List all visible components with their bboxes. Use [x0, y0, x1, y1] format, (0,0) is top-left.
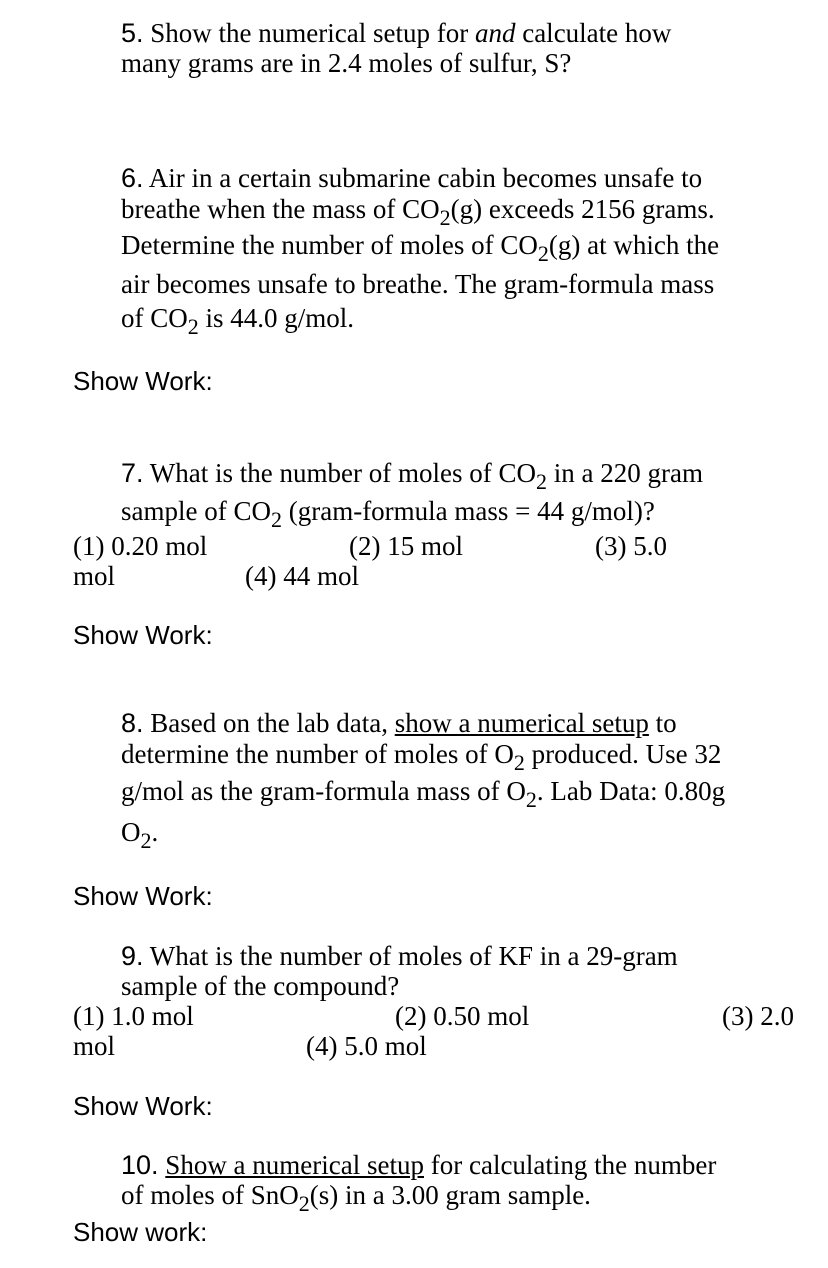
question-5-number: 5.: [121, 18, 144, 48]
question-7-number: 7.: [121, 458, 144, 488]
question-9-option-3: (3) 2.0: [722, 1001, 794, 1031]
question-6-line-3: Determine the number of moles of $CO_2(g)$ at which the: [121, 230, 720, 266]
question-6-line-2: breathe when the mass of $CO_2(g)$ exceeds 2156 grams.: [121, 194, 715, 230]
question-9-show-work: Show Work:: [73, 1091, 213, 1121]
question-8-show-work: Show Work:: [73, 881, 213, 911]
question-7-option-3: (3) 5.0: [595, 531, 667, 561]
question-7-option-2: (2) 15 mol: [349, 531, 463, 561]
question-9: [121, 941, 678, 1001]
question-10-show-work: Show work:: [73, 1217, 208, 1247]
question-9-number: 9.: [121, 941, 144, 971]
question-8-line-1: 8. Based on the lab data, show a numerical setup to: [121, 708, 677, 738]
question-10: [121, 1150, 717, 1216]
question-6-line-5: of $CO_2$ is 44.0 g/mol.: [121, 303, 355, 339]
question-5-line-1: 5. Show the numerical setup for and calculate how: [121, 18, 672, 48]
question-9-option-4: (4) 5.0 mol: [306, 1031, 427, 1061]
question-7-line-1: 7. What is the number of moles of $CO_2$ in a 220 gram: [121, 458, 703, 494]
question-8: [121, 708, 725, 854]
question-7-show-work: Show Work:: [73, 620, 213, 650]
question-9-line-1: 9. What is the number of moles of KF in a 29-gram: [121, 941, 678, 971]
question-10-line-1: 10. Show a numerical setup for calculating the number: [121, 1150, 717, 1180]
question-8-line-3: g/mol as the gram-formula mass of $O_2$. Lab Data: 0.80g: [121, 776, 726, 812]
question-7-option-3-wrap: mol: [73, 561, 116, 591]
question-9-option-1: (1) 1.0 mol: [73, 1001, 194, 1031]
question-5-line-2: many grams are in 2.4 moles of sulfur, S?: [121, 48, 572, 78]
question-8-line-4: $O_2$.: [121, 817, 159, 853]
question-7-line-2: sample of $CO_2$ (gram-formula mass = 44 g/mol)?: [121, 496, 655, 532]
question-10-line-2: of moles of SnO$_2$(s) in a 3.00 gram sample.: [121, 1180, 591, 1216]
question-9-option-3-wrap: mol: [73, 1031, 116, 1061]
question-6-line-4: air becomes unsafe to breathe. The gram-formula mass: [121, 269, 715, 299]
question-9-line-2: sample of the compound?: [121, 971, 400, 1001]
question-8-line-2: determine the number of moles of $O_2$ produced. Use 32: [121, 739, 722, 775]
question-9-option-2: (2) 0.50 mol: [395, 1001, 530, 1031]
question-10-number: 10.: [121, 1150, 159, 1180]
question-6-show-work: Show Work:: [73, 366, 213, 396]
question-6-line-1: 6. Air in a certain submarine cabin becomes unsafe to: [121, 163, 703, 193]
question-6: [121, 163, 720, 339]
question-7-option-1: (1) 0.20 mol: [73, 531, 208, 561]
question-5: [121, 18, 671, 78]
question-8-number: 8.: [121, 708, 144, 738]
question-6-number: 6.: [121, 163, 144, 193]
question-7: [121, 455, 703, 531]
question-7-option-4: (4) 44 mol: [245, 561, 359, 591]
